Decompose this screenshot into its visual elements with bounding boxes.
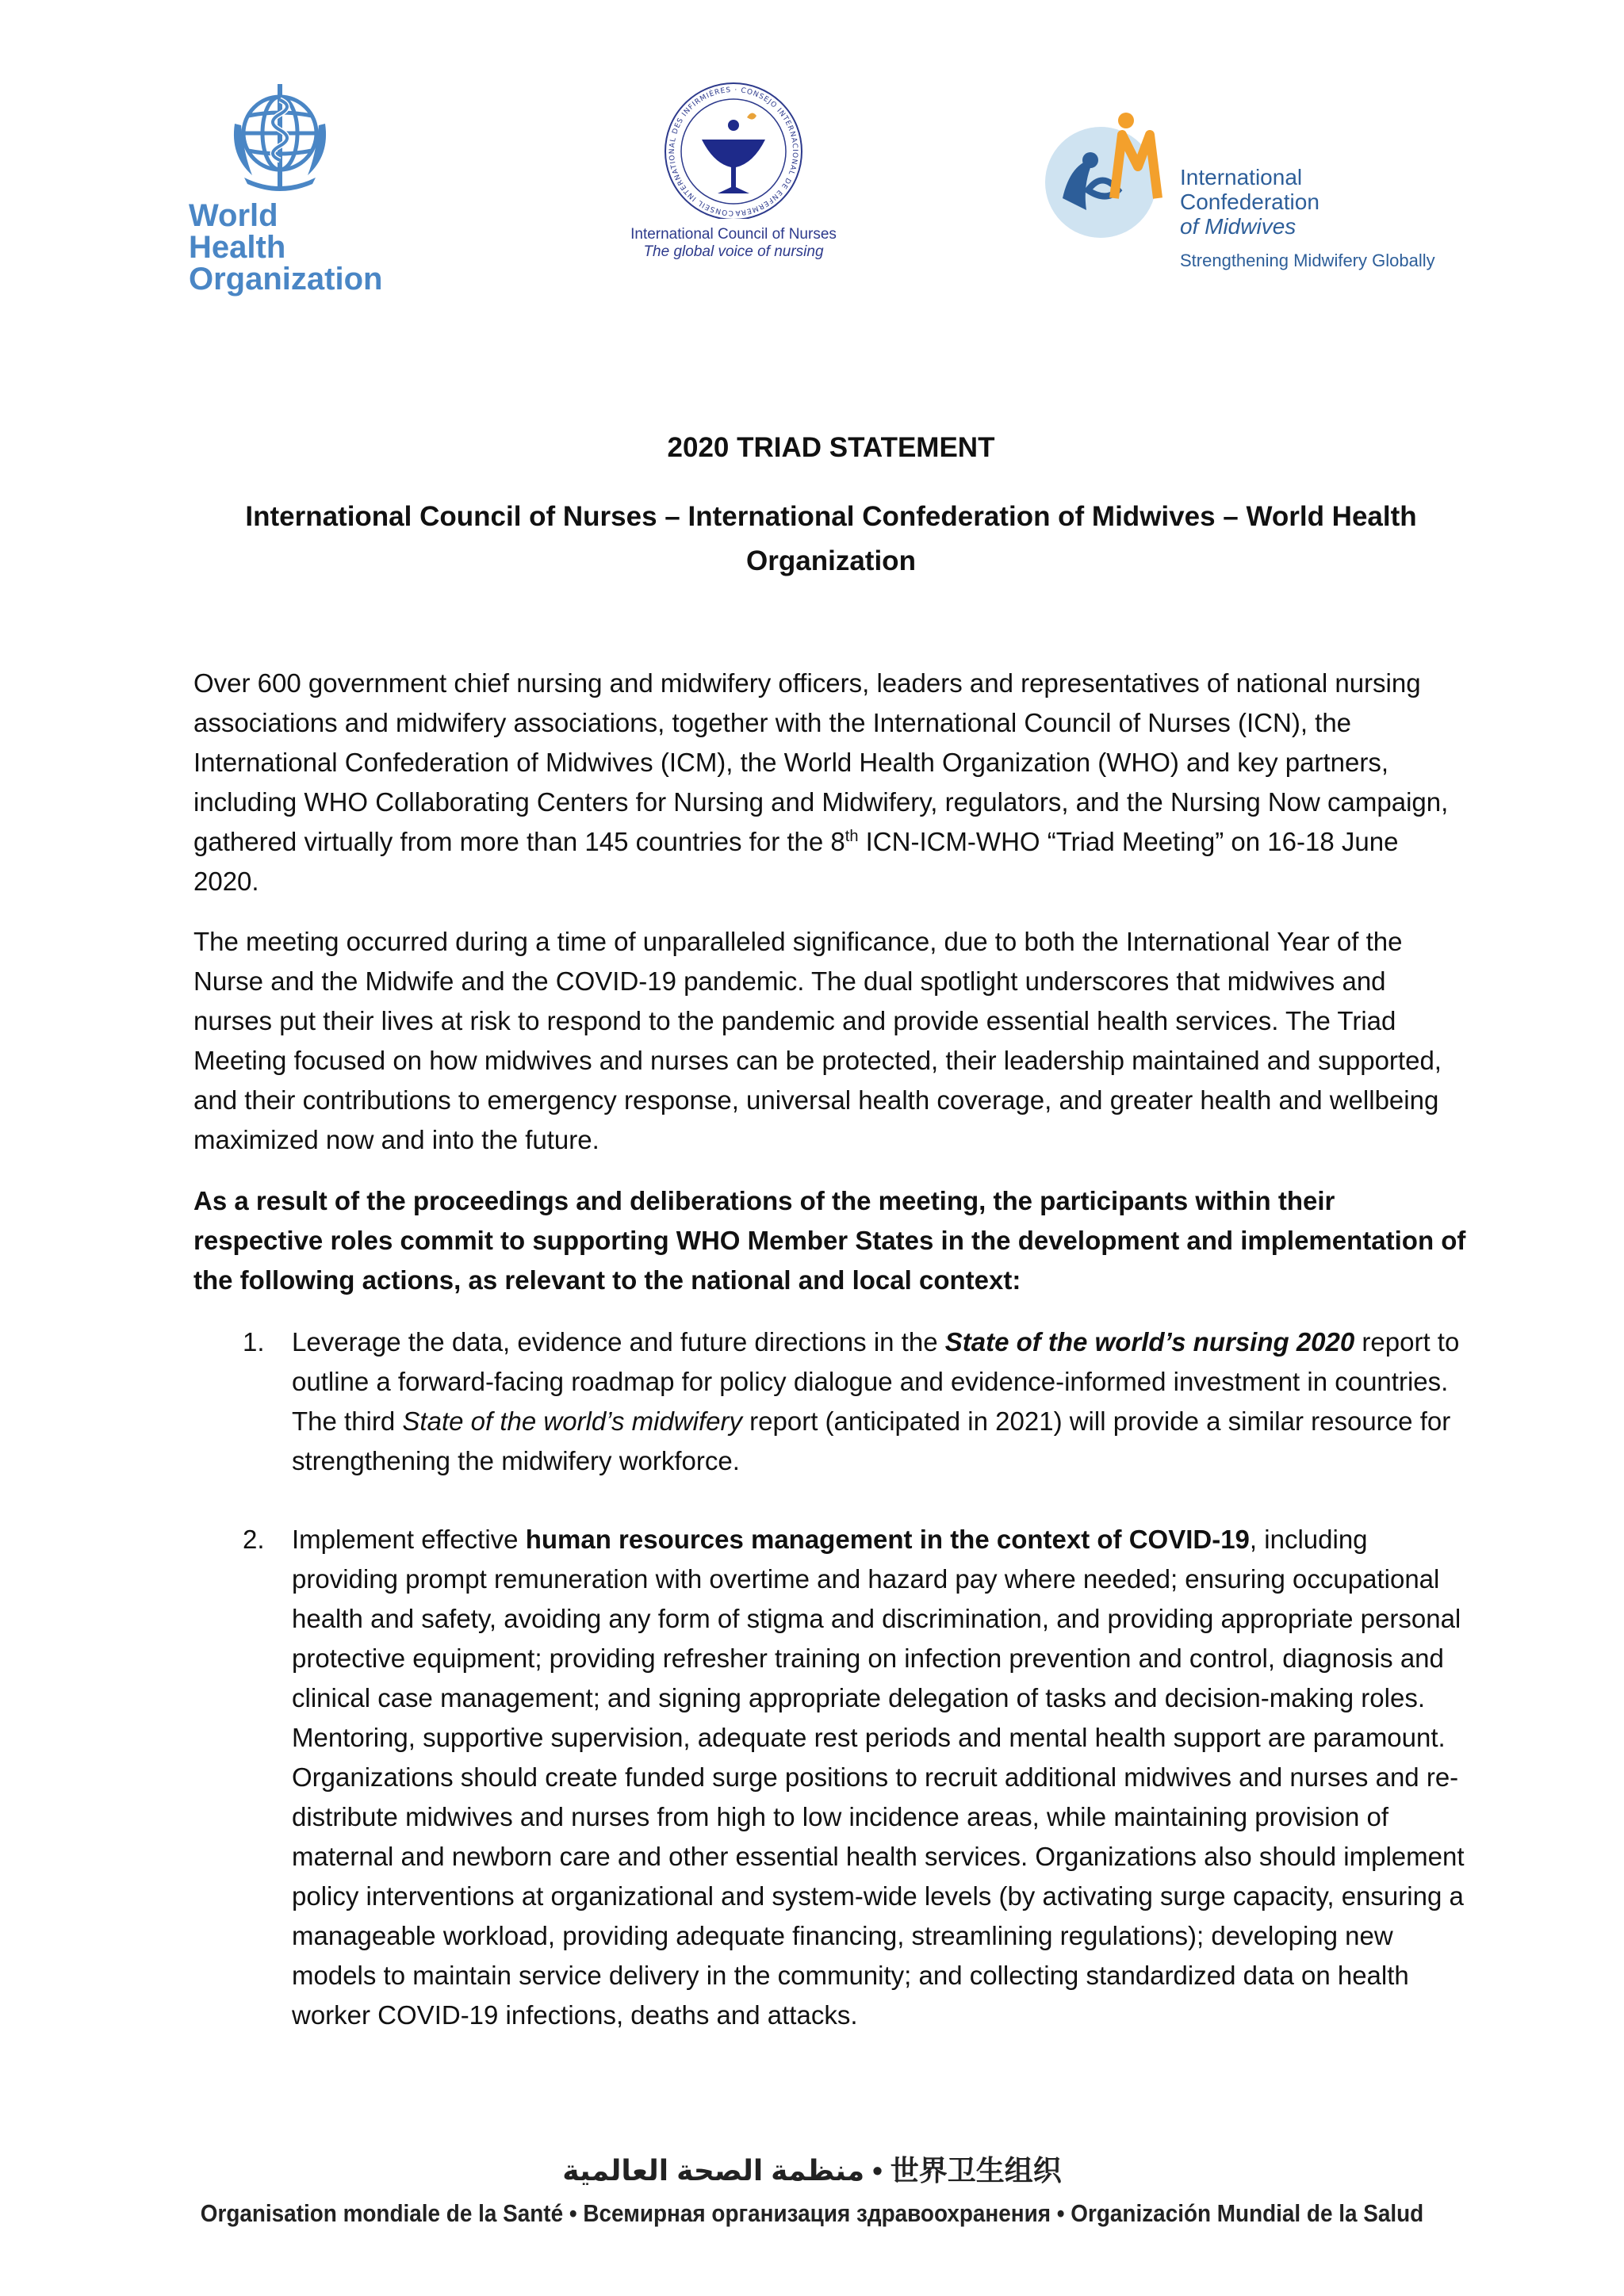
icn-ring-text: CONSEIL INTERNATIONAL DES INFIRMIÈRES · CONSEJO INTERNACIONAL DE ENFERMERA <box>668 86 799 217</box>
commitment-paragraph: As a result of the proceedings and deliberations of the meeting, the participants within their respective roles commit to supporting WHO Member States in the development and implementation of the following actions, as relevant to the national and local context: <box>193 1186 1466 1295</box>
ordinal-superscript: th <box>845 828 859 845</box>
action-emphasis: human resources management in the context of COVID-19 <box>525 1525 1250 1554</box>
partner-logos <box>0 71 1624 297</box>
action-text <box>292 1520 1478 2035</box>
icm-name-line2: Confederation <box>1180 189 1320 214</box>
icn-lamp-emblem-icon <box>658 76 809 219</box>
who-footer <box>0 2149 1624 2228</box>
intro-paragraph <box>193 664 1470 901</box>
action-number: 2. <box>243 1525 265 1554</box>
document-subtitle: International Council of Nurses – International Confederation of Midwives – World Health Organization <box>245 501 1417 576</box>
intro-text-end: ICN-ICM-WHO “Triad Meeting” on 16-18 June 2020. <box>193 827 1399 896</box>
icn-tagline: The global voice of nursing <box>643 243 824 260</box>
footer-languages: Organisation mondiale de la Santé • Всемирная организация здравоохранения • Organización Mundial de la Salud <box>200 2199 1424 2227</box>
who-emblem-icon <box>220 76 339 195</box>
icm-name-line1: International <box>1180 165 1303 189</box>
action-text-part: Leverage the data, evidence and future directions in the <box>292 1327 945 1357</box>
action-text-part: report (anticipated in 2021) will provide a similar resource for strengthening the midwifery workforce. <box>292 1406 1451 1475</box>
icn-logo <box>603 76 864 258</box>
icm-emblem-icon <box>1039 103 1174 238</box>
who-name-line1: World Health <box>189 198 286 265</box>
footer-arabic-chinese: منظمة الصحة العالمية • 世界卫生组织 <box>562 2154 1062 2187</box>
action-item <box>193 1322 1478 1481</box>
intro-text: Over 600 government chief nursing and midwifery officers, leaders and representatives of national nursing associations and midwifery associations, together with the International Council of Nurses (ICN), the International Confederation of Midwives (ICM), the World Health Organization (WHO) and key partners, including WHO Collaborating Centers for Nursing and Midwifery, regulators, and the Nursing Now campaign, gathered virtually from more than 145 countries for the 8 <box>193 668 1449 856</box>
report-title-midwifery: State of the world’s midwifery <box>402 1406 742 1436</box>
who-name-line2: Organization <box>189 262 383 297</box>
icm-tagline: Strengthening Midwifery Globally <box>1180 251 1435 270</box>
action-item <box>193 1520 1478 2035</box>
action-text-part: report to outline a forward-facing roadmap for policy dialogue and evidence-informed investment in countries. The third <box>292 1327 1460 1436</box>
action-number: 1. <box>243 1327 265 1357</box>
who-logo <box>189 76 383 297</box>
icm-logo <box>1039 103 1451 270</box>
action-text-part: Implement effective <box>292 1525 526 1554</box>
icn-name: International Council of Nurses <box>630 226 837 243</box>
icm-name-line3: of Midwives <box>1180 214 1297 239</box>
report-title-nursing: State of the world’s nursing 2020 <box>944 1327 1355 1357</box>
action-text-part: , including providing prompt remuneration with overtime and hazard pay where needed; ensuring occupational health and safety, avoiding any form of stigma and discrimination, and providing appropriate personal protective equipment; providing refresher training on infection prevention and control, diagnosis and clinical case management; and signing appropriate delegation of tasks and decision-making roles. Mentoring, supportive supervision, adequate rest periods and mental health support are paramount. Organizations should create funded surge positions to recruit additional midwives and nurses and re-distribute midwives and nurses from high to low incidence areas, while maintaining provision of maternal and newborn care and other essential health services. Organizations also should implement policy interventions at organizational and system-wide levels (by activating surge capacity, ensuring a manageable workload, providing adequate financing, streamlining regulations); developing new models to maintain service delivery in the community; and collecting standardized data on health worker COVID-19 infections, deaths and attacks. <box>292 1525 1465 2030</box>
document-title: 2020 TRIAD STATEMENT <box>667 432 995 463</box>
context-paragraph: The meeting occurred during a time of unparalleled significance, due to both the International Year of the Nurse and the Midwife and the COVID-19 pandemic. The dual spotlight underscores that midwives and nurses put their lives at risk to respond to the pandemic and provide essential health services. The Triad Meeting focused on how midwives and nurses can be protected, their leadership maintained and supported, and their contributions to emergency response, universal health coverage, and greater health and wellbeing maximized now and into the future. <box>193 927 1442 1154</box>
action-text <box>292 1322 1478 1481</box>
